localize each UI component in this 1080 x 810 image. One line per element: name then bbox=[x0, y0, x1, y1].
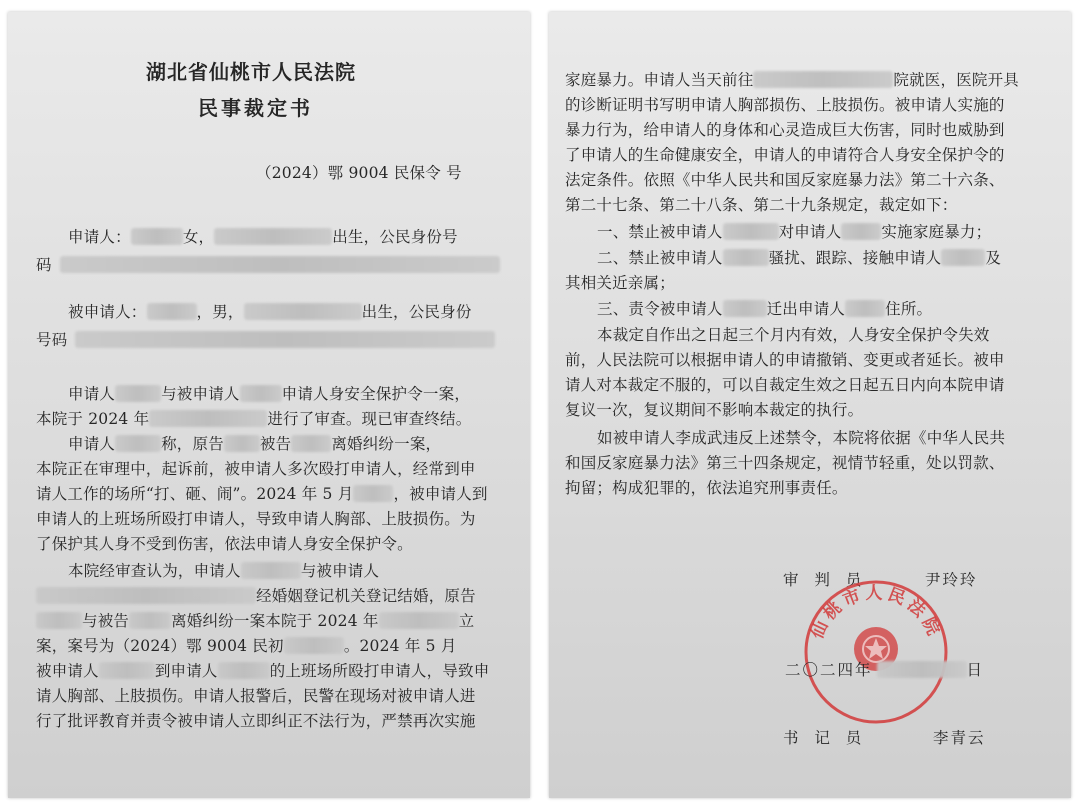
doc-line: 家庭暴力。申请人当天前往 院就医，医院开具 bbox=[565, 71, 1020, 89]
court-seal-icon bbox=[801, 577, 951, 727]
clerk-name: 李青云 bbox=[933, 729, 986, 747]
doc-line: 申请人： 女， 出生，公民身份号 bbox=[68, 228, 458, 246]
doc-line: 本裁定自作出之日起三个月内有效，人身安全保护令失效 bbox=[597, 326, 990, 344]
judge-label: 审 判 员 bbox=[783, 571, 862, 589]
doc-line: 拘留；构成犯罪的，依法追究刑事责任。 bbox=[565, 479, 848, 497]
doc-line: 与被告 离婚纠纷一案本院于 2024 年 立 bbox=[36, 611, 474, 631]
doc-line: 本院正在审理中，起诉前，被申请人多次殴打申请人，经常到申 bbox=[36, 460, 476, 478]
doc-line: 请人对本裁定不服的，可以自裁定生效之日起五日内向本院申请 bbox=[565, 376, 1005, 394]
doc-line: 暴力行为，给申请人的身体和心灵造成巨大伤害，同时也威胁到 bbox=[565, 121, 1005, 139]
ruling-date: 二〇二四年 日 bbox=[785, 661, 985, 679]
doc-line: 了申请人的生命健康安全，申请人的申请符合人身安全保护令的 bbox=[565, 146, 1005, 164]
doc-line: 码 bbox=[36, 255, 500, 275]
document-page-left bbox=[8, 12, 530, 798]
case-number: （2024）鄂 9004 民保令 号 bbox=[256, 164, 462, 182]
doc-line: 前，人民法院可以根据申请人的申请撤销、变更或者延长。被申 bbox=[565, 351, 1005, 369]
judge-name: 尹玲玲 bbox=[925, 571, 978, 589]
doc-line: 复议一次，复议期间不影响本裁定的执行。 bbox=[565, 401, 864, 419]
doc-line: 号码 bbox=[36, 330, 495, 350]
document-type: 民事裁定书 bbox=[198, 96, 313, 120]
doc-line: 其相关近亲属； bbox=[565, 274, 675, 292]
doc-line: 被申请人： ，男， 出生，公民身份 bbox=[68, 303, 472, 321]
court-name: 湖北省仙桃市人民法院 bbox=[146, 60, 356, 84]
doc-line: 申请人 称，原告 被告 离婚纠纷一案， bbox=[68, 435, 442, 453]
doc-line: 申请人 与被申请人 申请人身安全保护令一案， bbox=[68, 385, 471, 403]
doc-line: 了保护其人身不受到伤害，依法申请人身安全保护令。 bbox=[36, 535, 413, 553]
document-page-right bbox=[549, 12, 1071, 798]
clerk-label: 书 记 员 bbox=[783, 729, 862, 747]
doc-line: 一、禁止被申请人 对申请人 实施家庭暴力； bbox=[597, 223, 992, 241]
doc-line: 的诊断证明书写明申请人胸部损伤、上肢损伤。被申请人实施的 bbox=[565, 96, 1005, 114]
doc-line: 本院于 2024 年 进行了审查。现已审查终结。 bbox=[36, 410, 472, 428]
doc-line: 法定条件。依照《中华人民共和国反家庭暴力法》第二十六条、 bbox=[565, 171, 1005, 189]
doc-line: 三、责令被申请人 迁出申请人 住所。 bbox=[597, 300, 933, 318]
doc-line: 请人工作的场所“打、砸、闹”。2024 年 5 月 ，被申请人到 bbox=[36, 485, 488, 503]
doc-line: 如被申请人李成武违反上述禁令，本院将依据《中华人民共 bbox=[597, 429, 1006, 447]
doc-line: 行了批评教育并责令被申请人立即纠正不法行为，严禁再次实施 bbox=[36, 712, 476, 730]
doc-line: 被申请人 到申请人 的上班场所殴打申请人，导致申 bbox=[36, 662, 490, 680]
doc-line: 案，案号为（2024）鄂 9004 民初 。2024 年 5 月 bbox=[36, 637, 457, 655]
seal-text: 仙桃市人民法院 bbox=[807, 583, 945, 643]
doc-line: 二、禁止被申请人 骚扰、跟踪、接触申请人 及 bbox=[597, 249, 1002, 267]
doc-line: 本院经审查认为，申请人 与被申请人 bbox=[68, 562, 380, 580]
doc-line: 第二十七条、第二十八条、第二十九条规定，裁定如下： bbox=[565, 196, 958, 214]
doc-line: 经婚姻登记机关登记结婚，原告 bbox=[36, 586, 476, 606]
doc-line: 请人胸部、上肢损伤。申请人报警后，民警在现场对被申请人进 bbox=[36, 687, 476, 705]
doc-line: 申请人的上班场所殴打申请人，导致申请人胸部、上肢损伤。为 bbox=[36, 510, 476, 528]
doc-line: 和国反家庭暴力法》第三十四条规定，视情节轻重，处以罚款、 bbox=[565, 454, 1005, 472]
